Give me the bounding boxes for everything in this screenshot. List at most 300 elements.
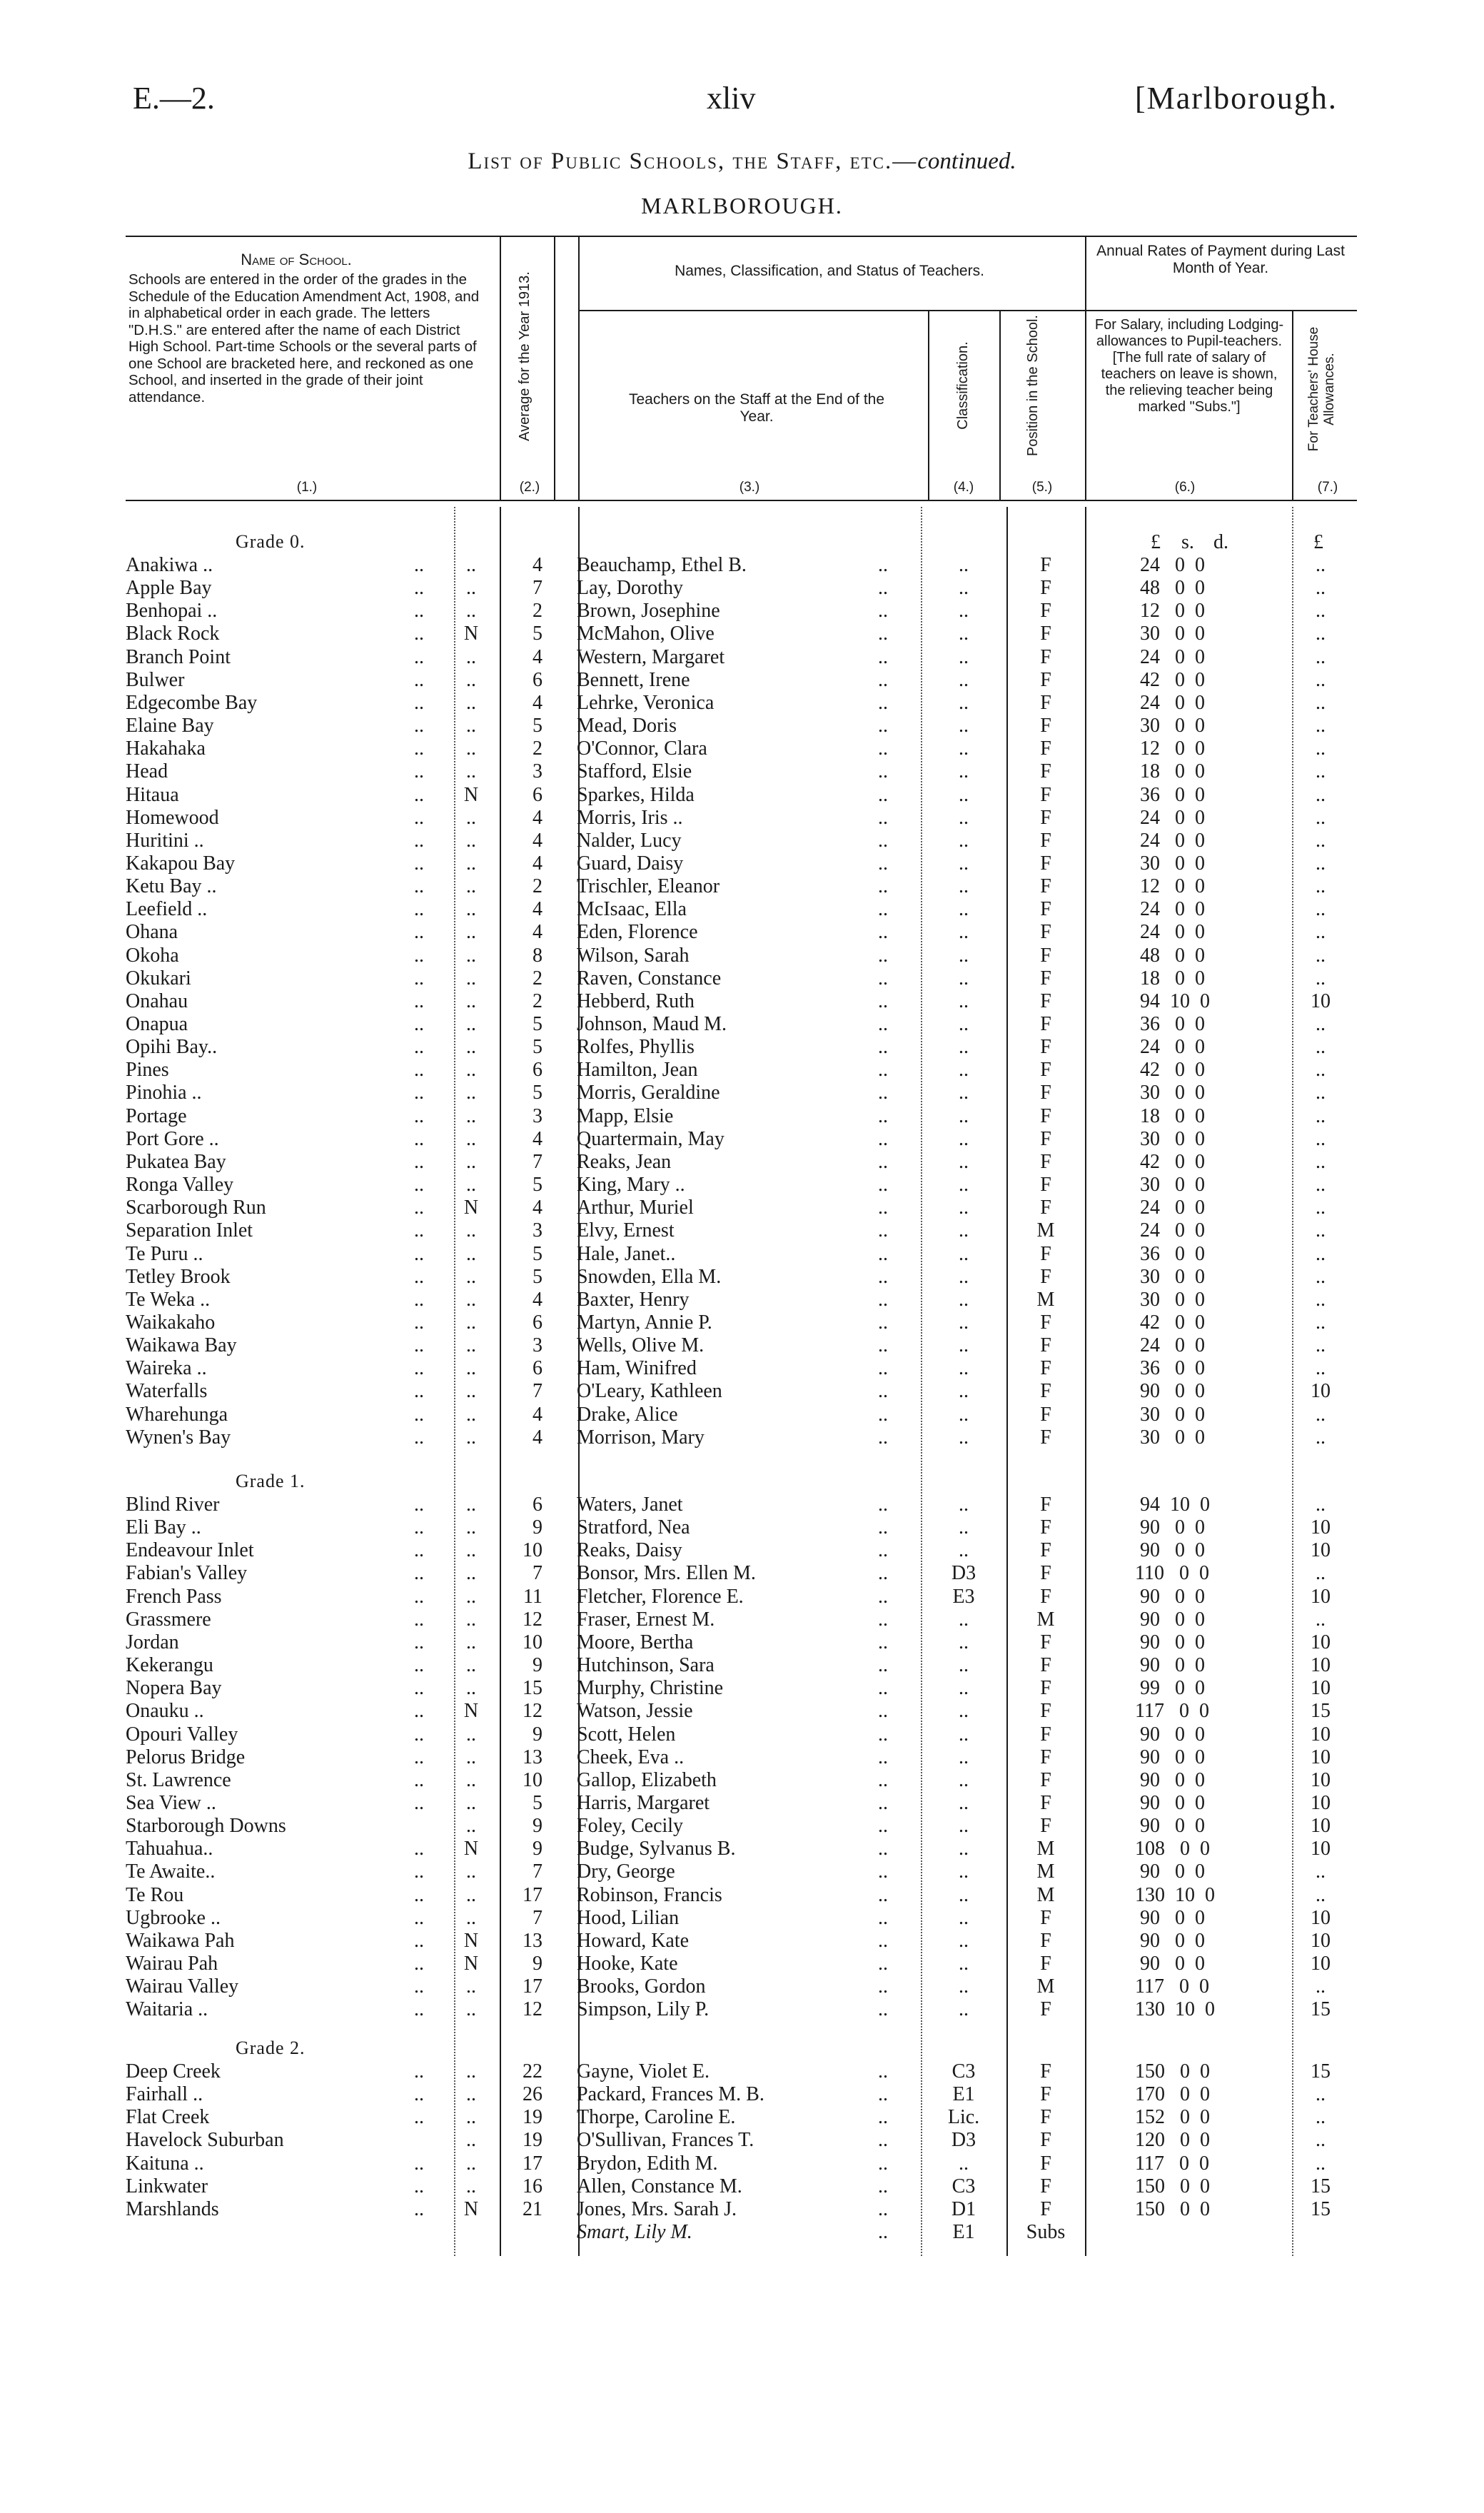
leader-dots: .. [878,1494,888,1516]
leader-dots: .. [878,1792,888,1814]
classification: .. [959,784,969,806]
table-row [0,1860,1484,1883]
leader-dots: .. [878,1907,888,1929]
school-name: Kakapou Bay [126,852,236,875]
col-payment-group: Annual Rates of Payment during Last Month of Year. [1096,243,1345,276]
house-allowance: 10 [1311,1838,1331,1860]
salary: 12 0 0 [1135,737,1205,760]
classification: .. [959,1677,969,1699]
average-attendance: 7 [532,577,542,599]
position: F [1040,1013,1051,1035]
leader-dots: .. [414,1197,424,1219]
salary: 18 0 0 [1135,760,1205,782]
average-attendance: 2 [532,990,542,1012]
teacher-name: Eden, Florence [577,921,698,943]
leader-dots: .. [414,1059,424,1081]
leader-dots: .. [878,1953,888,1975]
leader-dots: .. [878,967,888,989]
table-row [0,1311,1484,1334]
position: F [1040,1380,1051,1402]
classification: .. [959,554,969,576]
leader-dots: .. [878,1404,888,1426]
leader-dots: .. [878,2129,888,2151]
native-school-mark: N [463,784,479,806]
leader-dots: .. [878,1013,888,1035]
salary: 152 0 0 [1135,2106,1210,2128]
leader-dots: .. [878,1998,888,2020]
table-row [0,1562,1484,1585]
average-attendance: 5 [532,1036,542,1058]
position: M [1036,1884,1055,1906]
table-row [0,1769,1484,1792]
position: F [1040,1516,1051,1538]
school-name: Te Weka .. [126,1289,211,1311]
house-allowance: .. [1316,1243,1326,1265]
leader-dots: .. [414,1013,424,1035]
leader-dots: .. [414,1380,424,1402]
leader-dots: .. [414,2152,424,2175]
table-row [0,692,1484,715]
position: F [1040,1998,1051,2020]
teacher-name: Lehrke, Veronica [577,692,715,714]
position: F [1040,2152,1051,2175]
house-allowance: .. [1316,1975,1326,1998]
average-attendance: 10 [523,1539,542,1561]
salary: 36 0 0 [1135,1013,1205,1035]
classification: .. [959,1746,969,1768]
caption-continued: continued. [917,148,1016,174]
leader-dots: .. [878,1128,888,1150]
leader-dots: .. [414,1700,424,1722]
classification: .. [959,1608,969,1631]
teacher-name: Allen, Constance M. [577,2175,742,2197]
leader-dots: .. [414,1334,424,1356]
house-allowance: .. [1316,1494,1326,1516]
leader-dots: .. [414,852,424,875]
classification: .. [959,1128,969,1150]
leader-dots: .. [878,2083,888,2105]
salary: 130 10 0 [1135,1998,1215,2020]
leader-dots: .. [878,2221,888,2243]
native-school-mark: .. [466,1357,476,1379]
school-name: Hitaua [126,784,179,806]
position: F [1040,669,1051,691]
teacher-name: Hamilton, Jean [577,1059,698,1081]
classification: .. [959,1243,969,1265]
position: F [1040,1426,1051,1449]
school-name: Elaine Bay [126,715,214,737]
leader-dots: .. [414,1082,424,1104]
house-allowance: 15 [1311,1998,1331,2020]
leader-dots: .. [414,2060,424,2083]
house-allowance: .. [1316,577,1326,599]
house-allowance: .. [1316,921,1326,943]
leader-dots: .. [414,1311,424,1334]
salary: 30 0 0 [1135,1082,1205,1104]
table-row [0,1884,1484,1907]
native-school-mark: .. [466,600,476,622]
classification: C3 [952,2060,976,2083]
salary: 24 0 0 [1135,1036,1205,1058]
leader-dots: .. [878,1700,888,1722]
classification: .. [959,921,969,943]
house-allowance: .. [1316,898,1326,920]
school-name: Onapua [126,1013,188,1035]
native-school-mark: .. [466,1243,476,1265]
position: F [1040,1769,1051,1791]
teacher-name: Hood, Lilian [577,1907,680,1929]
leader-dots: .. [878,692,888,714]
school-name: Wairau Valley [126,1975,239,1998]
native-school-mark: .. [466,921,476,943]
leader-dots: .. [414,1357,424,1379]
salary: 18 0 0 [1135,967,1205,989]
leader-dots: .. [414,921,424,943]
leader-dots: .. [878,875,888,897]
native-school-mark: .. [466,967,476,989]
native-school-mark: .. [466,1998,476,2020]
position: F [1040,921,1051,943]
table-row [0,1404,1484,1426]
salary: 30 0 0 [1135,852,1205,875]
house-allowance: .. [1316,554,1326,576]
classification: E1 [952,2083,975,2105]
table-row [0,1723,1484,1746]
col-num-3: (3.) [739,480,760,495]
teacher-name: Hebberd, Ruth [577,990,695,1012]
teacher-name: Western, Margaret [577,646,725,668]
classification: .. [959,1174,969,1196]
average-attendance: 15 [523,1677,542,1699]
salary: 24 0 0 [1135,921,1205,943]
school-name: Nopera Bay [126,1677,222,1699]
table-row [0,1631,1484,1654]
average-attendance: 9 [532,1953,542,1975]
house-allowance: 15 [1311,2175,1331,2197]
leader-dots: .. [878,1654,888,1676]
classification: .. [959,945,969,967]
position: F [1040,1266,1051,1288]
school-name: Ronga Valley [126,1174,234,1196]
average-attendance: 7 [532,1380,542,1402]
average-attendance: 2 [532,737,542,760]
classification: .. [959,1059,969,1081]
header-region: [Marlborough. [1135,81,1338,116]
position: F [1040,554,1051,576]
native-school-mark: .. [466,1036,476,1058]
house-allowance: .. [1316,1289,1326,1311]
salary: 30 0 0 [1135,1174,1205,1196]
position: F [1040,1243,1051,1265]
school-name: Homewood [126,807,219,829]
table-row [0,1700,1484,1723]
native-school-mark: .. [466,830,476,852]
classification: .. [959,1700,969,1722]
position: M [1036,1608,1055,1631]
school-name: Deep Creek [126,2060,221,2083]
table-row [0,2106,1484,2129]
school-name: Pinohia .. [126,1082,202,1104]
average-attendance: 4 [532,921,542,943]
school-name: Kekerangu [126,1654,213,1676]
classification: .. [959,1357,969,1379]
salary: 90 0 0 [1135,1815,1205,1837]
classification: .. [959,623,969,645]
average-attendance: 4 [532,1404,542,1426]
leader-dots: .. [414,1266,424,1288]
teacher-name: Trischler, Eleanor [577,875,720,897]
teacher-name: Foley, Cecily [577,1815,684,1837]
teacher-name: Dry, George [577,1860,675,1883]
average-attendance: 5 [532,1082,542,1104]
header-bottom-rule [126,500,1357,501]
average-attendance: 2 [532,967,542,989]
teacher-name: Jones, Mrs. Sarah J. [577,2198,737,2220]
native-school-mark: .. [466,1884,476,1906]
table-row [0,1036,1484,1059]
house-allowance: .. [1316,784,1326,806]
grade-label: Grade 2. [236,2038,306,2058]
position: F [1040,1631,1051,1653]
house-allowance: .. [1316,1562,1326,1584]
average-attendance: 21 [523,2198,542,2220]
house-allowance: 10 [1311,990,1331,1012]
col-num-2: (2.) [519,480,540,495]
classification: .. [959,1219,969,1242]
leader-dots: .. [878,1746,888,1768]
school-name: Waterfalls [126,1380,208,1402]
position: M [1036,1219,1055,1242]
leader-dots: .. [414,830,424,852]
table-row [0,1953,1484,1975]
position: F [1040,1654,1051,1676]
school-name: Hakahaka [126,737,206,760]
house-allowance: .. [1316,692,1326,714]
position: F [1040,1151,1051,1173]
average-attendance: 6 [532,784,542,806]
table-row [0,1792,1484,1815]
col-divider-6 [1085,236,1086,500]
school-name: Blind River [126,1494,220,1516]
teacher-name: Fletcher, Florence E. [577,1586,744,1608]
salary: 24 0 0 [1135,554,1205,576]
position: F [1040,1197,1051,1219]
leader-dots: .. [878,1975,888,1998]
leader-dots: .. [414,1562,424,1584]
classification: .. [959,1838,969,1860]
col-num-1: (1.) [296,480,318,495]
house-allowance: 10 [1311,1930,1331,1952]
classification: .. [959,1082,969,1104]
leader-dots: .. [878,1289,888,1311]
teacher-name: Reaks, Daisy [577,1539,682,1561]
native-school-mark: .. [466,2129,476,2151]
school-name: Bulwer [126,669,185,691]
classification: .. [959,1151,969,1173]
leader-dots: .. [414,1953,424,1975]
average-attendance: 5 [532,1243,542,1265]
teacher-name: Rolfes, Phyllis [577,1036,695,1058]
average-attendance: 6 [532,1311,542,1334]
house-allowance: 10 [1311,1953,1331,1975]
school-name: Portage [126,1105,187,1127]
average-attendance: 6 [532,1494,542,1516]
teacher-name: Wilson, Sarah [577,945,690,967]
school-name: Eli Bay .. [126,1516,201,1538]
house-allowance: .. [1316,1105,1326,1127]
page-number: xliv [707,81,756,116]
leader-dots: .. [414,1426,424,1449]
school-name: Pines [126,1059,169,1081]
col-num-6: (6.) [1174,480,1196,495]
house-allowance: 15 [1311,2198,1331,2220]
salary: 90 0 0 [1135,1953,1205,1975]
native-school-mark: N [463,2198,479,2220]
classification: .. [959,1815,969,1837]
salary: 30 0 0 [1135,623,1205,645]
leader-dots: .. [878,830,888,852]
table-row [0,1219,1484,1242]
teacher-name: McIsaac, Ella [577,898,687,920]
leader-dots: .. [414,1494,424,1516]
native-school-mark: .. [466,554,476,576]
house-allowance: 10 [1311,1769,1331,1791]
teacher-name: Johnson, Maud M. [577,1013,727,1035]
table-row [0,2175,1484,2198]
position: F [1040,1700,1051,1722]
position: F [1040,875,1051,897]
table-row [0,1746,1484,1769]
house-allowance: .. [1316,623,1326,645]
house-allowance: 10 [1311,1746,1331,1768]
salary: 90 0 0 [1135,1516,1205,1538]
salary: 24 0 0 [1135,692,1205,714]
school-name: Waikakaho [126,1311,216,1334]
salary: 24 0 0 [1135,898,1205,920]
leader-dots: .. [414,875,424,897]
native-school-mark: .. [466,990,476,1012]
table-row [0,1975,1484,1998]
caption-main: List of Public Schools, the Staff, etc.— [468,148,918,174]
school-name: Scarborough Run [126,1197,266,1219]
teacher-name: Gallop, Elizabeth [577,1769,717,1791]
house-allowance: .. [1316,2152,1326,2175]
leader-dots: .. [414,1769,424,1791]
leader-dots: .. [414,1539,424,1561]
native-school-mark: .. [466,737,476,760]
position: F [1040,807,1051,829]
native-school-mark: .. [466,1723,476,1746]
classification: .. [959,830,969,852]
table-row [0,577,1484,600]
average-attendance: 26 [523,2083,542,2105]
classification: .. [959,1197,969,1219]
salary: 90 0 0 [1135,1860,1205,1883]
teacher-name: Mead, Doris [577,715,677,737]
native-school-mark: .. [466,1631,476,1653]
teacher-name: Lay, Dorothy [577,577,684,599]
average-attendance: 9 [532,1723,542,1746]
salary: 130 10 0 [1135,1884,1215,1906]
leader-dots: .. [878,554,888,576]
salary: 150 0 0 [1135,2198,1210,2220]
house-allowance: 15 [1311,2060,1331,2083]
house-allowance: .. [1316,1082,1326,1104]
table-row [0,1426,1484,1449]
teacher-name: O'Connor, Clara [577,737,707,760]
classification: .. [959,1426,969,1449]
school-name: Ketu Bay .. [126,875,217,897]
house-allowance: 10 [1311,1654,1331,1676]
table-row [0,807,1484,830]
school-name: Tahuahua.. [126,1838,213,1860]
leader-dots: .. [414,898,424,920]
table-row [0,1815,1484,1838]
teacher-name: Gayne, Violet E. [577,2060,710,2083]
position: F [1040,1059,1051,1081]
house-allowance: .. [1316,1013,1326,1035]
school-name: Grassmere [126,1608,211,1631]
position: F [1040,1539,1051,1561]
table-row [0,1380,1484,1403]
region-title: MARLBOROUGH. [641,193,843,218]
average-attendance: 12 [523,1998,542,2020]
salary: 90 0 0 [1135,1930,1205,1952]
table-row [0,1334,1484,1357]
salary: 30 0 0 [1135,1426,1205,1449]
leader-dots: .. [878,577,888,599]
leader-dots: .. [878,852,888,875]
classification: .. [959,2152,969,2175]
native-school-mark: .. [466,646,476,668]
house-allowance: 10 [1311,1516,1331,1538]
table-row [0,760,1484,783]
teacher-name: King, Mary .. [577,1174,685,1196]
col-salary-header: For Salary, including Lodging-allowances to Pupil-teachers. [The full rate of salary of teachers on leave is shown, the relieving teacher being marked "Subs."] [1094,317,1284,415]
leader-dots: .. [414,1723,424,1746]
classification: .. [959,737,969,760]
col-school-note: Schools are entered in the order of the grades in the Schedule of the Education Amendment Act, 1908, and in alphabetical order in each grade. The letters "D.H.S." are entered after the name of each District High School. Part-time Schools or the several parts of one School are bracketed here, and reckoned as one School, and inserted in the grade of their joint attendance. [128,271,480,406]
leader-dots: .. [878,1036,888,1058]
school-name: Ugbrooke .. [126,1907,221,1929]
teacher-name: Guard, Daisy [577,852,684,875]
school-name: Wynen's Bay [126,1426,231,1449]
classification: .. [959,1723,969,1746]
col-divider-1 [500,236,501,500]
col-house-header: For Teachers' House Allowances. [1306,326,1337,452]
table-row [0,1128,1484,1151]
salary: 90 0 0 [1135,1769,1205,1791]
house-allowance: .. [1316,600,1326,622]
average-attendance: 17 [523,1975,542,1998]
leader-dots: .. [414,737,424,760]
leader-dots: .. [414,692,424,714]
classification: .. [959,1539,969,1561]
salary: 12 0 0 [1135,875,1205,897]
school-name: Ohana [126,921,178,943]
native-school-mark: .. [466,898,476,920]
salary: 42 0 0 [1135,669,1205,691]
table-row [0,875,1484,898]
teacher-name: Morris, Geraldine [577,1082,720,1104]
average-attendance: 10 [523,1631,542,1653]
position: F [1040,577,1051,599]
position: F [1040,1334,1051,1356]
grade-label: Grade 0. [236,531,306,552]
col-average-header: Average for the Year 1913. [517,271,532,441]
classification: .. [959,600,969,622]
teacher-name: Howard, Kate [577,1930,690,1952]
